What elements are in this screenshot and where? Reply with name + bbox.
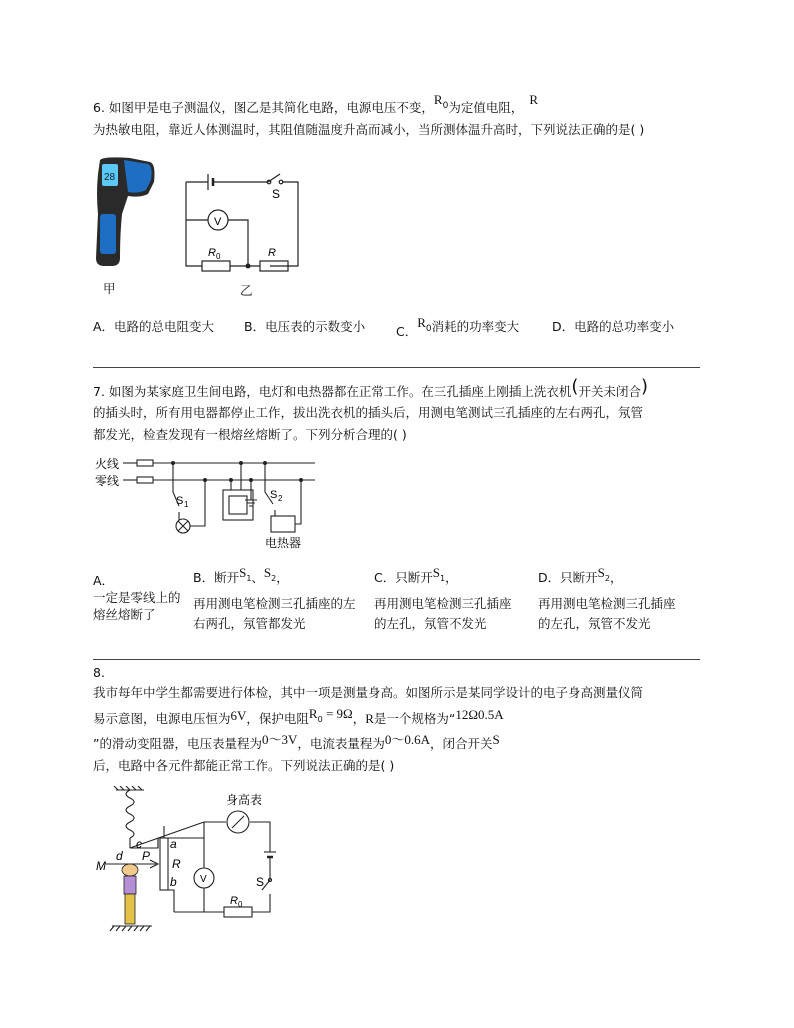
- q6-line2: 为热敏电阻，靠近人体测温时，其阻值随温度升高而减小，当所测体温升高时，下列说法正确的是( ): [93, 122, 645, 137]
- svg-text:V: V: [214, 216, 222, 228]
- q6-option-d[interactable]: D．电路的总功率变小: [552, 319, 675, 334]
- q7-option-a[interactable]: A． 一定是零线上的 熔丝熔断了: [93, 573, 181, 622]
- svg-text:d: d: [116, 849, 123, 863]
- divider: [93, 659, 700, 660]
- svg-text:S: S: [176, 495, 184, 507]
- svg-text:V: V: [200, 874, 207, 885]
- height-meter-circuit: [92, 786, 292, 932]
- q6-line1: 6. 如图甲是电子测温仪，图乙是其简化电路，电源电压不变，$R_0$为定值电阻，R: [93, 92, 538, 115]
- thermometer-image: [90, 154, 160, 272]
- svg-text:电热器: 电热器: [265, 536, 302, 550]
- svg-text:c: c: [136, 837, 142, 851]
- svg-text:R: R: [172, 857, 181, 871]
- svg-text:S: S: [270, 489, 278, 501]
- q8-number: 8.: [93, 665, 105, 680]
- q7-option-b[interactable]: B．断开$S_1$、$S_2$， 再用测电笔检测三孔插座的左 右两孔，氖管都发光: [193, 565, 356, 631]
- svg-text:火线: 火线: [95, 457, 120, 471]
- q6-option-b[interactable]: B．电压表的示数变小: [244, 319, 366, 334]
- q7-line1: 7. 如图为某家庭卫生间电路，电灯和电热器都在正常工作。在三孔插座上刚插上洗衣机(开关未闭合): [93, 376, 648, 399]
- fig-label-yi: 乙: [240, 283, 253, 298]
- svg-text:0: 0: [238, 900, 243, 909]
- q6-option-c[interactable]: C．$R_0$消耗的功率变大: [396, 315, 520, 339]
- svg-text:S: S: [272, 187, 281, 201]
- q8-line1: 我市每年中学生都需要进行体检，其中一项是测量身高。如图所示是某同学设计的电子身高测量仪简: [93, 685, 644, 700]
- fig-label-jia: 甲: [103, 281, 116, 296]
- svg-text:28: 28: [104, 172, 116, 183]
- q7-option-c[interactable]: C．只断开$S_1$， 再用测电笔检测三孔插座 的左孔，氖管不发光: [374, 565, 512, 631]
- svg-text:a: a: [170, 837, 177, 851]
- q6-option-a[interactable]: A．电路的总电阻变大: [93, 319, 215, 334]
- svg-text:0: 0: [216, 252, 221, 261]
- svg-text:M: M: [96, 859, 106, 873]
- svg-text:R: R: [268, 247, 276, 259]
- svg-text:身高表: 身高表: [226, 793, 263, 807]
- svg-text:R: R: [208, 247, 216, 259]
- q8-line3: ”的滑动变阻器，电压表量程为0～3V，电流表量程为0～0.6A，闭合开关S: [93, 732, 500, 751]
- circuit-diagram-yi: [180, 168, 305, 278]
- wiring-diagram: [93, 452, 323, 552]
- divider: [93, 367, 700, 368]
- q7-option-d[interactable]: D．只断开$S_2$， 再用测电笔检测三孔插座 的左孔，氖管不发光: [538, 565, 676, 631]
- svg-text:2: 2: [278, 494, 283, 503]
- svg-text:b: b: [170, 875, 177, 889]
- svg-text:R: R: [230, 895, 238, 907]
- svg-text:零线: 零线: [95, 474, 120, 488]
- svg-text:S: S: [256, 875, 265, 889]
- q7-line3: 都发光，检查发现有一根熔丝熔断了。下列分析合理的( ): [93, 427, 407, 442]
- q7-line2: 的插头时，所有用电器都停止工作，拔出洗衣机的插头后，用测电笔测试三孔插座的左右两孔，氖管: [93, 405, 644, 420]
- q8-line4: 后，电路中各元件都能正常工作。下列说法正确的是( ): [93, 758, 395, 773]
- svg-text:P: P: [142, 849, 151, 863]
- svg-text:1: 1: [184, 500, 189, 509]
- q8-line2: 易示意图，电源电压恒为6V，保护电阻$R_0 = 9\Omega$，R是一个规格为“12Ω0.5A: [93, 706, 504, 726]
